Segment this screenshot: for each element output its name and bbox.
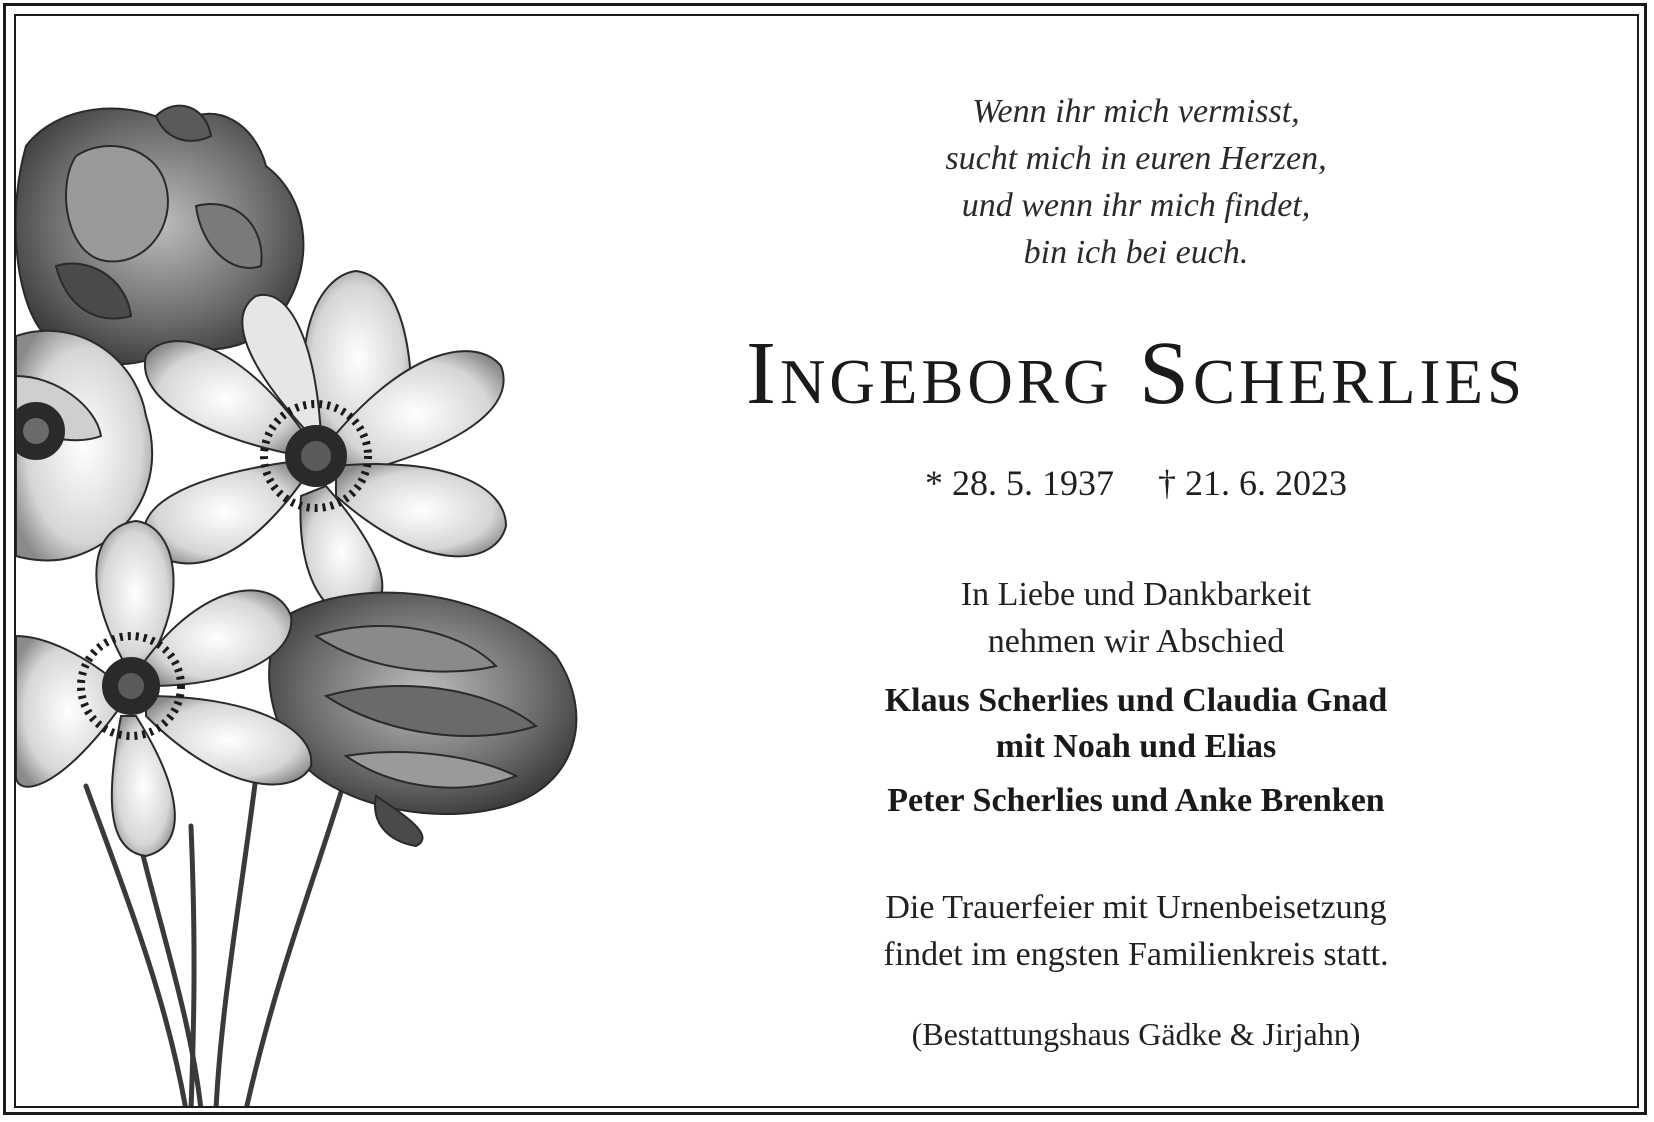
service-line: Die Trauerfeier mit Urnenbeisetzung — [885, 889, 1387, 926]
undertaker: (Bestattungshaus Gädke & Jirjahn) — [911, 1016, 1361, 1052]
mourner-line: Peter Scherlies und Anke Brenken — [887, 782, 1385, 819]
poem-line: bin ich bei euch. — [1023, 234, 1249, 271]
anemone-lower — [16, 521, 311, 856]
life-dates — [636, 461, 1636, 505]
notice-frame — [14, 14, 1639, 1108]
death-date: † 21. 6. 2023 — [1158, 463, 1347, 503]
poem-line: Wenn ihr mich vermisst, — [972, 93, 1300, 130]
service-info — [636, 884, 1636, 978]
memorial-poem — [636, 88, 1636, 276]
poem-line: und wenn ihr mich findet, — [961, 187, 1311, 224]
notice-text — [636, 16, 1636, 1108]
deceased-name: Ingeborg Scherlies — [745, 324, 1527, 423]
farewell-line: nehmen wir Abschied — [987, 623, 1285, 660]
farewell-line: In Liebe und Dankbarkeit — [960, 576, 1312, 613]
flower-bouquet-icon — [16, 16, 676, 1108]
mourner-line: mit Noah und Elias — [995, 728, 1277, 765]
farewell-text — [636, 571, 1636, 665]
mourner-line: Klaus Scherlies und Claudia Gnad — [884, 682, 1388, 719]
birth-date: * 28. 5. 1937 — [925, 463, 1114, 503]
mourners — [636, 678, 1636, 824]
service-line: findet im engsten Familienkreis statt. — [883, 936, 1389, 973]
ranunculus — [269, 593, 576, 846]
poem-line: sucht mich in euren Herzen, — [945, 140, 1327, 177]
